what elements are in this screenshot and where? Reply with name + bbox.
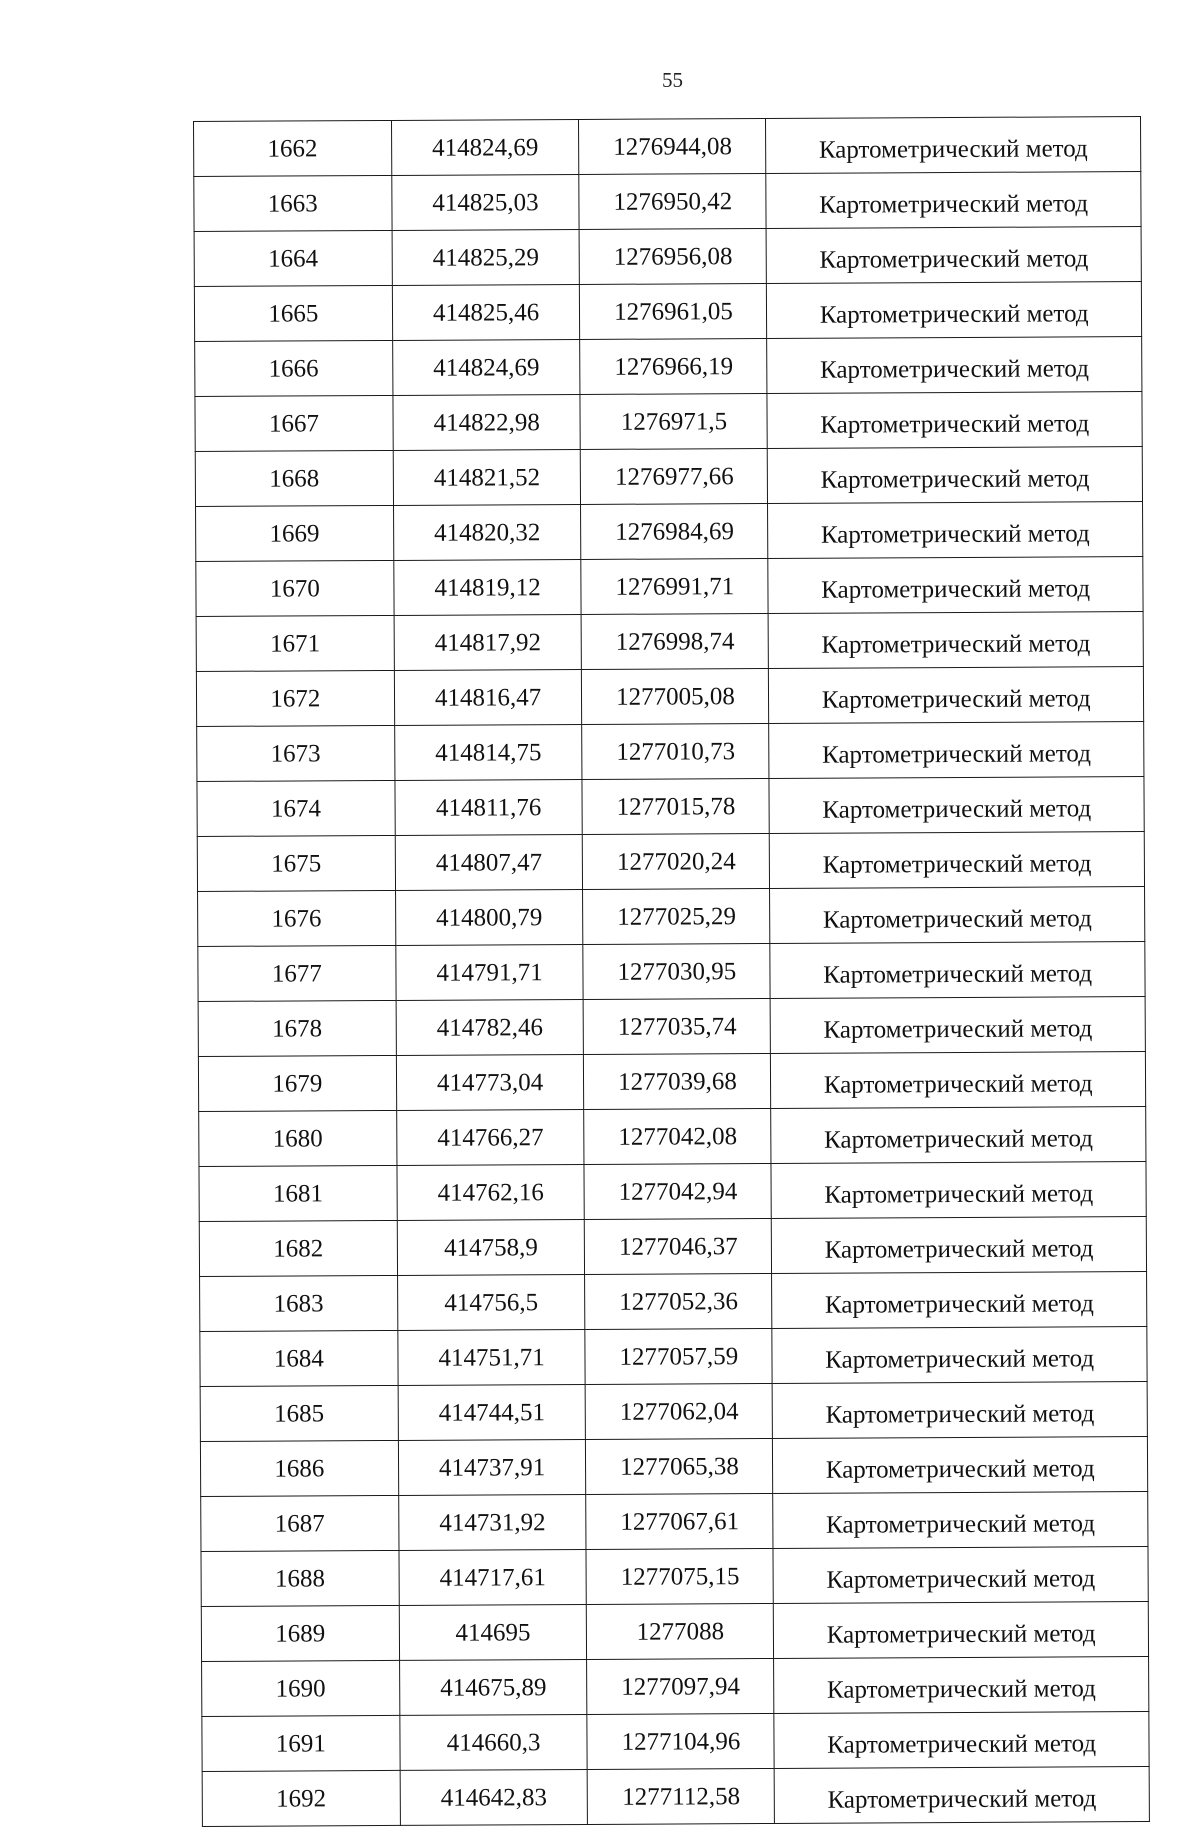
point-number-cell: 1679 [198,1055,396,1111]
method-cell: Картометрический метод [771,1052,1146,1109]
point-number-cell: 1674 [197,780,395,836]
y-coordinate-cell: 1277042,08 [584,1108,771,1164]
y-coordinate-cell: 1277067,61 [586,1493,773,1549]
point-number-cell: 1671 [196,615,394,671]
point-number-cell: 1682 [199,1220,397,1276]
x-coordinate-cell: 414814,75 [394,724,582,780]
table-row [198,942,1145,1002]
method-cell: Картометрический метод [770,832,1145,889]
point-number-cell: 1675 [197,835,395,891]
y-coordinate-cell: 1277052,36 [585,1273,772,1329]
table-body [194,117,1150,1827]
method-cell: Картометрический метод [773,1437,1148,1494]
x-coordinate-cell: 414816,47 [394,669,582,725]
method-cell: Картометрический метод [766,227,1141,284]
table-row [199,1217,1146,1277]
y-coordinate-cell: 1276956,08 [580,228,767,284]
x-coordinate-cell: 414758,9 [397,1219,585,1275]
table-row [201,1547,1148,1607]
x-coordinate-cell: 414675,89 [399,1659,587,1715]
method-cell: Картометрический метод [772,1327,1147,1384]
y-coordinate-cell: 1277005,08 [582,668,769,724]
x-coordinate-cell: 414821,52 [393,449,581,505]
table-row [197,722,1144,782]
point-number-cell: 1686 [200,1440,398,1496]
table-row [201,1602,1148,1662]
method-cell: Картометрический метод [768,447,1143,504]
x-coordinate-cell: 414807,47 [395,834,583,890]
x-coordinate-cell: 414800,79 [395,889,583,945]
y-coordinate-cell: 1277035,74 [584,998,771,1054]
method-cell: Картометрический метод [772,1382,1147,1439]
y-coordinate-cell: 1277065,38 [586,1438,773,1494]
point-number-cell: 1672 [196,670,394,726]
x-coordinate-cell: 414824,69 [392,339,580,395]
x-coordinate-cell: 414642,83 [400,1769,588,1825]
method-cell: Картометрический метод [770,942,1145,999]
y-coordinate-cell: 1276991,71 [581,558,768,614]
x-coordinate-cell: 414731,92 [398,1494,586,1550]
point-number-cell: 1678 [198,1000,396,1056]
table-row [202,1767,1149,1827]
x-coordinate-cell: 414820,32 [393,504,581,560]
point-number-cell: 1662 [194,120,392,176]
x-coordinate-cell: 414762,16 [397,1164,585,1220]
table-row [195,337,1142,397]
x-coordinate-cell: 414744,51 [398,1384,586,1440]
page-number: 55 [662,68,683,92]
x-coordinate-cell: 414751,71 [398,1329,586,1385]
y-coordinate-cell: 1276966,19 [580,338,767,394]
y-coordinate-cell: 1277046,37 [585,1218,772,1274]
table-row [197,832,1144,892]
method-cell: Картометрический метод [773,1547,1148,1604]
point-number-cell: 1687 [201,1495,399,1551]
point-number-cell: 1667 [195,395,393,451]
y-coordinate-cell: 1277025,29 [583,888,770,944]
table-row [197,777,1144,837]
y-coordinate-cell: 1277030,95 [583,943,770,999]
method-cell: Картометрический метод [770,887,1145,944]
point-number-cell: 1665 [194,285,392,341]
x-coordinate-cell: 414791,71 [395,944,583,1000]
point-number-cell: 1663 [194,175,392,231]
coordinates-table [193,116,1150,1827]
table-row [195,392,1142,452]
table-row [202,1712,1149,1772]
method-cell: Картометрический метод [766,117,1141,174]
x-coordinate-cell: 414824,69 [391,119,579,175]
y-coordinate-cell: 1276950,42 [579,173,766,229]
method-cell: Картометрический метод [774,1657,1149,1714]
table-row [196,667,1143,727]
method-cell: Картометрический метод [773,1492,1148,1549]
y-coordinate-cell: 1277020,24 [583,833,770,889]
y-coordinate-cell: 1277062,04 [586,1383,773,1439]
y-coordinate-cell: 1277042,94 [584,1163,771,1219]
point-number-cell: 1670 [196,560,394,616]
y-coordinate-cell: 1277112,58 [588,1768,775,1824]
x-coordinate-cell: 414660,3 [400,1714,588,1770]
point-number-cell: 1683 [200,1275,398,1331]
point-number-cell: 1688 [201,1550,399,1606]
point-number-cell: 1689 [201,1605,399,1661]
method-cell: Картометрический метод [774,1712,1149,1769]
method-cell: Картометрический метод [769,722,1144,779]
y-coordinate-cell: 1276998,74 [582,613,769,669]
table-row [202,1657,1149,1717]
method-cell: Картометрический метод [767,392,1142,449]
y-coordinate-cell: 1276971,5 [580,393,767,449]
x-coordinate-cell: 414819,12 [393,559,581,615]
method-cell: Картометрический метод [769,777,1144,834]
method-cell: Картометрический метод [771,1107,1146,1164]
point-number-cell: 1668 [195,450,393,506]
table-row [196,502,1143,562]
table-row [200,1327,1147,1387]
x-coordinate-cell: 414756,5 [397,1274,585,1330]
x-coordinate-cell: 414822,98 [393,394,581,450]
point-number-cell: 1690 [202,1660,400,1716]
point-number-cell: 1692 [202,1770,400,1826]
table-row [199,1162,1146,1222]
x-coordinate-cell: 414811,76 [395,779,583,835]
method-cell: Картометрический метод [767,337,1142,394]
y-coordinate-cell: 1277097,94 [587,1658,774,1714]
point-number-cell: 1664 [194,230,392,286]
method-cell: Картометрический метод [772,1272,1147,1329]
y-coordinate-cell: 1276984,69 [581,503,768,559]
y-coordinate-cell: 1276944,08 [579,119,766,175]
y-coordinate-cell: 1277010,73 [582,723,769,779]
method-cell: Картометрический метод [774,1602,1149,1659]
method-cell: Картометрический метод [768,502,1143,559]
method-cell: Картометрический метод [771,1162,1146,1219]
point-number-cell: 1673 [197,725,395,781]
y-coordinate-cell: 1277075,15 [586,1548,773,1604]
table-row [194,117,1141,177]
method-cell: Картометрический метод [769,667,1144,724]
y-coordinate-cell: 1277088 [587,1603,774,1659]
table-row [194,227,1141,287]
table-row [196,612,1143,672]
x-coordinate-cell: 414825,03 [391,174,579,230]
y-coordinate-cell: 1277039,68 [584,1053,771,1109]
x-coordinate-cell: 414817,92 [394,614,582,670]
method-cell: Картометрический метод [768,557,1143,614]
x-coordinate-cell: 414773,04 [396,1054,584,1110]
table-row [195,447,1142,507]
y-coordinate-cell: 1276977,66 [581,448,768,504]
point-number-cell: 1677 [198,945,396,1001]
table-row [198,887,1145,947]
method-cell: Картометрический метод [766,172,1141,229]
point-number-cell: 1666 [195,340,393,396]
table-row [200,1382,1147,1442]
method-cell: Картометрический метод [768,612,1143,669]
table-row [194,172,1141,232]
point-number-cell: 1669 [196,505,394,561]
method-cell: Картометрический метод [774,1767,1149,1824]
point-number-cell: 1685 [200,1385,398,1441]
table-row [199,1107,1146,1167]
table-row [200,1437,1147,1497]
y-coordinate-cell: 1277015,78 [582,778,769,834]
table-row [194,282,1141,342]
y-coordinate-cell: 1277104,96 [587,1713,774,1769]
method-cell: Картометрический метод [767,282,1142,339]
point-number-cell: 1684 [200,1330,398,1386]
method-cell: Картометрический метод [770,997,1145,1054]
x-coordinate-cell: 414695 [399,1604,587,1660]
point-number-cell: 1676 [198,890,396,946]
x-coordinate-cell: 414717,61 [399,1549,587,1605]
table-row [200,1272,1147,1332]
x-coordinate-cell: 414825,46 [392,284,580,340]
table-row [196,557,1143,617]
y-coordinate-cell: 1276961,05 [580,283,767,339]
point-number-cell: 1680 [199,1110,397,1166]
x-coordinate-cell: 414782,46 [396,999,584,1055]
method-cell: Картометрический метод [772,1217,1147,1274]
table-row [198,997,1145,1057]
x-coordinate-cell: 414766,27 [396,1109,584,1165]
point-number-cell: 1691 [202,1715,400,1771]
point-number-cell: 1681 [199,1165,397,1221]
y-coordinate-cell: 1277057,59 [585,1328,772,1384]
table-row [198,1052,1145,1112]
table-row [201,1492,1148,1552]
x-coordinate-cell: 414825,29 [392,229,580,285]
x-coordinate-cell: 414737,91 [398,1439,586,1495]
